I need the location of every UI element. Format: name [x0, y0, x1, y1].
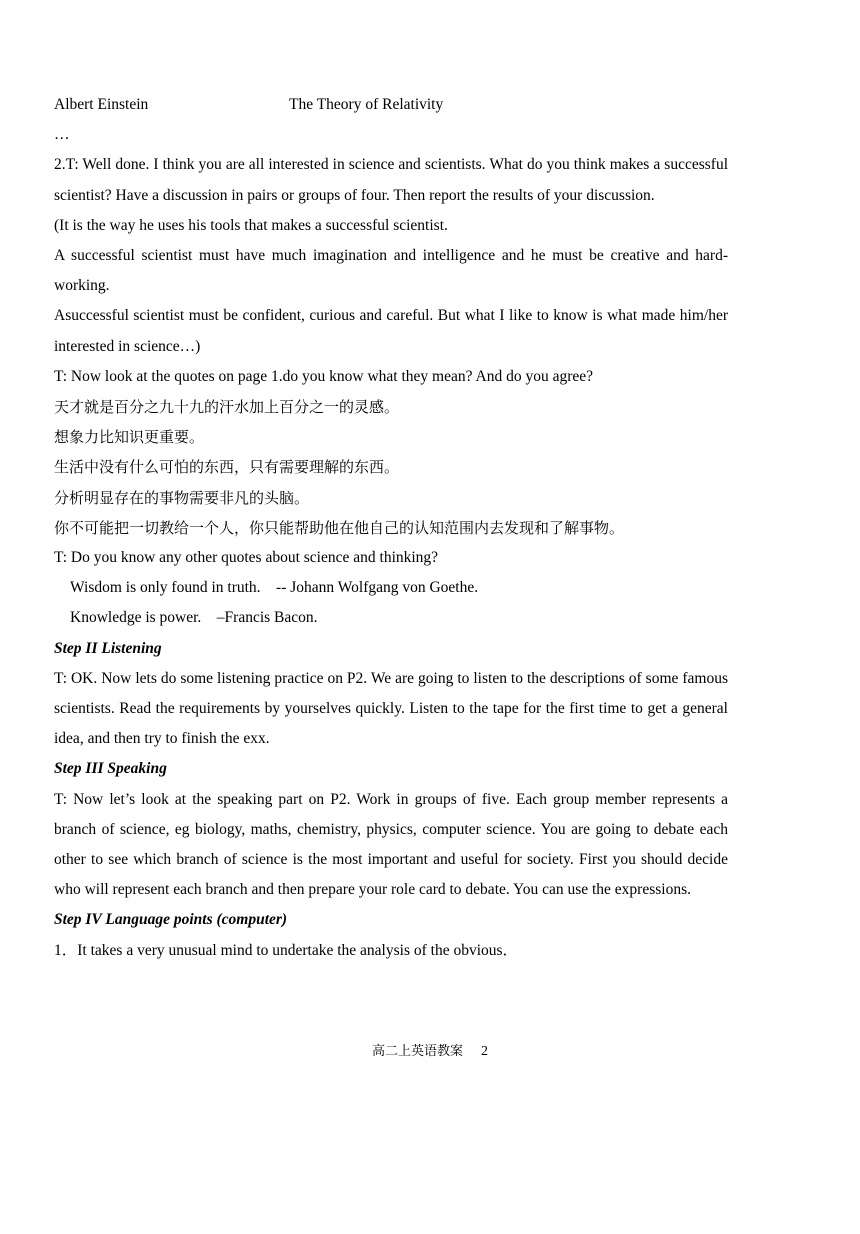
- other-quotes-prompt: T: Do you know any other quotes about science and thinking?: [54, 549, 439, 567]
- scientist-theory-row: [54, 90, 728, 120]
- answer-paragraph-2: A successful scientist must have much imagination and intelligence and he must be creative and hard-working.: [54, 247, 728, 295]
- ellipsis-line: …: [54, 126, 70, 144]
- quote-goethe: Wisdom is only found in truth. -- Johann Wolfgang von Goethe.: [70, 579, 479, 597]
- answer-paragraph-1: (It is the way he uses his tools that makes a successful scientist.: [54, 216, 448, 234]
- chinese-quote: 生活中没有什么可怕的东西，只有需要理解的东西。: [54, 458, 400, 477]
- quotes-prompt: T: Now look at the quotes on page 1.do you know what they mean? And do you agree?: [54, 367, 594, 385]
- quote-bacon: Knowledge is power. –Francis Bacon.: [70, 609, 318, 627]
- page-number: 2: [481, 1044, 488, 1059]
- page-footer: [0, 1042, 860, 1062]
- step-3-heading: Step III Speaking: [54, 760, 167, 778]
- chinese-quote: 你不可能把一切教给一个人，你只能帮助他在他自己的认知范围内去发现和了解事物。: [54, 518, 625, 537]
- theory-name: The Theory of Relativity: [289, 96, 444, 113]
- scientist-name: Albert Einstein: [54, 96, 149, 113]
- step-4-heading: Step IV Language points (computer): [54, 911, 288, 929]
- step-2-heading: Step II Listening: [54, 639, 162, 657]
- document-body: [54, 90, 728, 966]
- step-2-text: T: OK. Now lets do some listening practice on P2. We are going to listen to the descriptions of some famous scientists. Read the requirements by yourselves quickly. Listen to the tape for the first time to get a general idea, and then try to finish the exx.: [54, 669, 728, 748]
- chinese-quote: 天才就是百分之九十九的汗水加上百分之一的灵感。: [54, 398, 400, 417]
- step-3-text: T: Now let’s look at the speaking part on P2. Work in groups of five. Each group member represents a branch of science, eg biology, maths, chemistry, physics, computer science. You are going to debate each other to see which branch of science is the most important and useful for society. First you should decide who will represent each branch and then prepare your role card to debate. You can use the expressions.: [54, 790, 728, 899]
- answer-paragraph-3: Asuccessful scientist must be confident, curious and careful. But what I like to know is what made him/her interested in science…): [54, 307, 728, 355]
- chinese-quote: 分析明显存在的事物需要非凡的头脑。: [54, 488, 310, 507]
- chinese-quote: 想象力比知识更重要。: [54, 428, 205, 447]
- footer-label: 高二上英语教案: [371, 1044, 463, 1059]
- language-point-1: 1．It takes a very unusual mind to undertake the analysis of the obvious．: [54, 941, 519, 959]
- discussion-paragraph: 2.T: Well done. I think you are all interested in science and scientists. What do you think makes a successful scientist? Have a discussion in pairs or groups of four. Then report the results of your discussion.: [54, 156, 728, 204]
